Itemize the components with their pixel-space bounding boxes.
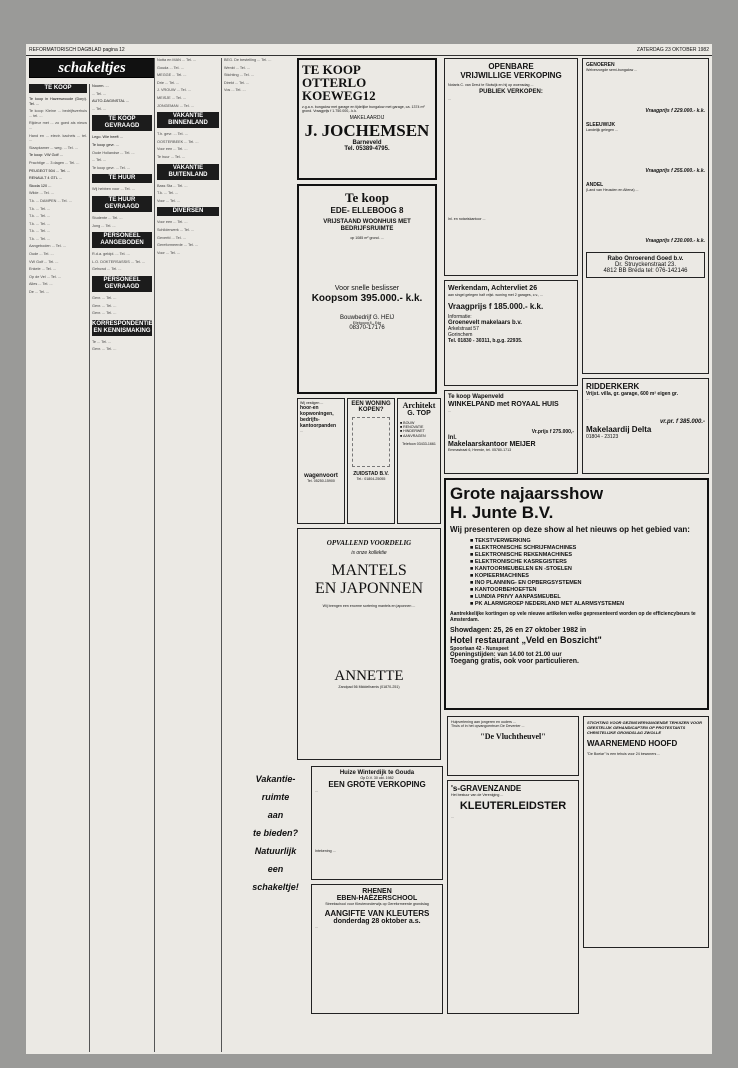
ad-otterlo-line1: TE KOOP [302, 62, 361, 77]
architekt-tel: Telefoon 03433-1661 [402, 441, 436, 446]
rhenen-body: ... [315, 925, 318, 930]
show-title1: Grote najaarsshow [450, 484, 604, 503]
gravenzande-main: KLEUTERLEIDSTER [459, 800, 567, 813]
sleeuwijk-price: Vraagprijs f 255.000.- k.k. [645, 168, 705, 174]
ad-waarnemend-hoofd [583, 716, 709, 948]
sleeuwijk-body: Landelijk gelegen ... [586, 128, 618, 132]
schakeltjes-logo: schakeltjes [29, 58, 155, 78]
vluchtheuvel-top: Hulpverlening aan jongeren en ouders ... [451, 720, 516, 724]
ad-werkendam [444, 280, 578, 386]
classifieds-column-2: Noorm. ... ... Tel. ... AUTO-DAGINSTAL ... ... Tel. ... TE KOOP GEVRAAGD Lego. Wie heeft ... Te koop gevr. ... Oude Hollandse ... Tel. ... ... Tel. ... Te koop gevr. ... Tel. ... TE HUUR Wij hebben voor ... Tel. ... TE HUUR GEVRAAGD Studente ... Tel. ... Jong ... Tel. ... PERSONEEL AANGEBODEN R.d.a. geldpl. ... Tel. ... L.O. DOKTERSASSIS ... Tel. ... Gehuwd ... Tel. ... PERSONEEL GEVRAAGD Gevr. ... Tel. ... Gevr. ... Tel. ... Gevr. ... Tel. ... KORRESPONDENTIE EN KENNISMAKING Te ... Tel. ... Gevr. ... Tel. ... [92, 84, 153, 352]
ad-werkendam-city: Gorinchem [448, 332, 473, 339]
ad-wagenvoort: Wij vestigen ... hoor-en kopwoningen, bedrijfs-kantoorpanden ... wagenvoort Tel. 05250-15900 [297, 398, 345, 524]
page-header-right: ZATERDAG 23 OKTOBER 1982 [636, 47, 709, 53]
vakantie-line: te bieden? [252, 828, 298, 838]
genoeren-price: Vraagprijs f 229.000.- k.k. [645, 108, 705, 114]
show-item: ■ KANTOORMEUBELEN EN -STOELEN [470, 566, 703, 573]
ad-wapenveld-agent: Makelaarskantoor MEIJER [448, 441, 536, 448]
architekt-item: ■ BOUW [400, 421, 438, 425]
section-personeel-aangeboden: PERSONEEL AANGEBODEN [92, 232, 152, 248]
ad-ede-agent-tel: 08370-17176 [349, 325, 385, 332]
gravenzande-body: ... [451, 815, 454, 820]
ad-otterlo-tel: Tel. 05389-4795. [344, 146, 390, 153]
vakantie-line: Natuurlijk [254, 846, 297, 856]
classified-ad: Lego. Wie heeft ... [92, 135, 123, 140]
ad-wapenveld-title1: Te koop Wapenveld [448, 394, 504, 400]
rabo-name: Rabo Onroerend Goed b.v. [607, 256, 684, 262]
vakantie-line: een [267, 864, 284, 874]
ridderkerk-body: Vrijst. villa, gr. garage, 600 m² eigen gr. [586, 391, 678, 397]
vluchtheuvel-sub: Thuis of in het opvangcentrum De Deventer ... [451, 724, 525, 729]
classifieds-column-3: Notta en MAN ... Tel. ... Gouda ... Tel. ... MEGGE ... Tel. ... Drie ... Tel. ... J. VROUW ... Tel. ... MEISJE ... Tel. ... JONGEMAN ... Tel. ... VAKANTIE BINNENLAND T.h. gevr. ... Tel. ... OOSTERBEEK ... Tel. ... Voor een ... Tel. ... Te huur ... Tel. ... VAKANTIE BUITENLAND Bass Sta ... Tel. ... T.k. ... Tel. ... Voor ... Tel. ... DIVERSEN Voor een ... Tel. ... Schilderwerk ... Tel. ... Geverfd ... Tel. ... Gereformeerde ... Tel. ... Voor ... Tel. ... [157, 58, 219, 1052]
show-showdagen: Showdagen: 25, 26 en 27 oktober 1982 in [450, 627, 587, 634]
classified-ad: Noorm. ... [92, 84, 109, 88]
show-item: ■ ELEKTRONISCHE REKENMACHINES [470, 552, 703, 559]
vakantie-line: Vakantie- [255, 774, 296, 784]
ad-wapenveld-addr: Emmastraat 6, Heerde, tel. 05780-1713 [448, 448, 512, 452]
ad-ede-line3: VRIJSTAAND WOONHUIS MET BEDRIJFSRUIMTE [323, 219, 411, 232]
huize-title: Huize Winterdijk te Gouda [339, 770, 415, 776]
rabo-addr: Dr. Struyckenstraat 23. [614, 262, 677, 268]
section-vakantie-buitenland: VAKANTIE BUITENLAND [157, 164, 219, 180]
wagenvoort-title2: hoor-en kopwoningen, bedrijfs-kantoorpanden [300, 405, 337, 430]
architekt-item: ■ HINDERWET [400, 429, 438, 433]
mantels-sub: is onze kollektie [351, 550, 387, 556]
ad-werkendam-title: Werkendam, Achtervliet 26 [448, 285, 538, 292]
ad-ede-line2: EDE- ELLEBOOG 8 [330, 206, 404, 215]
ridderkerk-tel: 01804 - 23123 [586, 434, 619, 440]
waarnemend-title: WAARNEMEND HOOFD [587, 739, 678, 748]
genoeren-title: GENOEREN [586, 62, 615, 68]
ad-architekt [397, 398, 441, 524]
section-te-huur-gevraagd: TE HUUR GEVRAAGD [92, 196, 152, 212]
ad-openbare-title1: OPENBARE [488, 62, 534, 71]
mantels-top: OPVALLEND VOORDELIG [326, 539, 412, 547]
vakantie-line: aan [267, 810, 284, 820]
rhenen-main: AANGIFTE VAN KLEUTERS [324, 909, 430, 919]
ad-wapenveld: Te koop Wapenveld WINKELPAND met ROYAAL HUIS ... Vr.prijs f 275.000,- Inl. Makelaarskantoor MEIJER Emmastraat 6, Heerde, tel. 05780-1713 [444, 390, 578, 474]
ad-werkendam-name: Groenevelt makelaars b.v. [448, 320, 522, 327]
ad-ede-price: Koopsom 395.000.- k.k. [311, 293, 423, 304]
wagenvoort-brand: wagenvoort [304, 473, 338, 480]
ad-wapenveld-title2: WINKELPAND met ROYAAL HUIS [448, 401, 559, 408]
huize-sub: Op D.V. 30 okt. 1982 [360, 776, 394, 780]
section-te-koop-gevraagd: TE KOOP GEVRAAGD [92, 115, 152, 131]
ad-otterlo-agency: MAKELAARDIJ [349, 115, 385, 122]
gravenzande-sub: Het bestuur van de Vereniging ... [451, 793, 504, 797]
newspaper-page [26, 44, 712, 1054]
ad-gravenzande [447, 780, 579, 1014]
show-item: ■ ELEKTRONISCHE SCHRIJFMACHINES [470, 545, 703, 552]
show-hotel: Hotel restaurant „Veld en Boszicht" [450, 635, 602, 645]
ad-vluchtheuvel [447, 716, 579, 776]
ad-ede-agent: Bouwbedrijf G. HEIJ [339, 315, 395, 321]
ad-ridderkerk: RIDDERKERK Vrijst. villa, gr. garage, 600 m² eigen gr. ... vr.pr. f 385.000.- Makelaardij Delta 01804 - 23123 [582, 378, 709, 474]
show-item: ■ KOPIEERMACHINES [470, 573, 703, 580]
ad-wapenveld-price: Vr.prijs f 275.000,- [531, 429, 574, 435]
vakantie-line: schakeltje! [252, 882, 299, 892]
classified-ad: PEUGEOT 504 ... Tel. ... [29, 168, 71, 173]
rhenen-date: donderdag 28 oktober a.s. [333, 918, 421, 926]
mantels-body: Wij brengen een enorme sortering mantels en japonnen ... [322, 604, 416, 608]
classified-ad: Te koop: VW Golf ... [29, 153, 63, 158]
ad-rhenen [311, 884, 443, 1014]
show-intro: Wij presenteren op deze show al het nieuws op het gebied van: [450, 525, 690, 534]
architekt-title: Architekt [402, 401, 436, 410]
classifieds-column-1: schakeltjes TE KOOP Te koop in Hazerswoude (Dorp). Tel. ... Te koop: Kleine ... bedrijfsverhuis ... tel. ... Rijdeur met ... zo goed als nieuw ... Hand en ... electr. kachels ... tel. ... Slaapkamer ... weg. ... Tel. ... Te koop: VW Golf ... Prachtige ... 3 dagen ... Tel. ... PEUGEOT 504 ... Tel. ... RENAULT 4 GTL ... Skoda 120 ... Wilde ... Tel. ... T.k. ... DAMPEN ... Tel. ... T.k. ... Tel. ... T.k. ... Tel. ... T.k. ... Tel. ... T.k. ... Tel. ... T.k. ... Tel. ... Aangeboden ... Tel. ... Oude ... Tel. ... VW Golf ... Tel. ... Enkele ... Tel. ... Op de Vel ... Tel. ... Alles ... Tel. ... De ... Tel. ... [29, 58, 87, 1052]
rhenen-sub: Streekschool voor Kleuteronderwijs op Gereformeerde grondslag [325, 902, 429, 906]
ad-otterlo-desc: z.g.a.n. bungalow met garage en tijdelijke bungalow met garage, ca. 1374 m² grond. Vraagprijs f 1.750.000,- k.k. [302, 105, 425, 114]
wagenvoort-title1: Wij vestigen ... [300, 401, 324, 405]
section-diversen: DIVERSEN [157, 207, 219, 216]
ad-werkendam-tel: Tel. 01830 - 30311, b.g.g. 22935. [448, 338, 523, 345]
architekt-name: G. TOP [407, 410, 431, 417]
show-times: Openingstijden: van 14.00 tot 21.00 uur [450, 652, 562, 658]
architekt-item: ■ AANVRAGEN [400, 434, 438, 438]
vakantie-line: ruimte [261, 792, 290, 802]
mantels-main1: MANTELS [331, 562, 407, 579]
page-header-left: REFORMATORISCH DAGBLAD pagina 12 [29, 47, 125, 53]
ad-openbare-body: Notaris C. van Dreul te Stolwijk en hij op woensdag ... [448, 83, 534, 87]
huize-footer: Intekening ... [315, 849, 336, 854]
ad-werkendam-addr: Arkelstraat 57 [448, 326, 479, 333]
classifieds-column-4: BEG. De bestelling ... Tel. ... Wenkt ... Tel. ... Stichting ... Tel. ... Direkt ... Tel. ... Vos ... Tel. ... [224, 58, 272, 93]
waarnemend-body: "De Boeiar" is een tehuis voor 24 bewoners ... [587, 752, 661, 756]
ad-grote-najaarsshow [444, 478, 709, 710]
andel-title: ANDEL [586, 182, 604, 188]
andel-body: (Land van Heusden en Altena) ... [586, 188, 639, 192]
een-woning-tel: Tel.: 01804-25055 [356, 477, 386, 481]
section-te-huur: TE HUUR [92, 174, 152, 183]
show-item: ■ LUNDIA PRIVY AANPASMEUBEL [470, 594, 703, 601]
classified-ad: AUTO-DAGINSTAL ... [92, 99, 130, 104]
ad-otterlo [297, 58, 437, 180]
rhenen-title1: RHENEN [362, 888, 392, 895]
ad-openbare-footer: Inl. en notariskantoor ... [448, 217, 486, 222]
een-woning-title: EEN WONING KOPEN? [351, 401, 391, 413]
wagenvoort-tel: Tel. 05250-15900 [307, 479, 335, 484]
genoeren-body: Welverzorgde semi-bungalow ... [586, 68, 638, 72]
ad-wapenveld-inl: Inl. [448, 435, 457, 441]
show-hotel-addr: Spoorlaan 42 - Nunspeet [450, 646, 509, 652]
ad-ede-line1: Te koop [345, 190, 389, 205]
ad-openbare-sub: PUBLIEK VERKOPEN: [479, 89, 543, 96]
section-te-koop: TE KOOP [29, 84, 87, 93]
ad-ede-body: op 1085 m² grond. ... [350, 236, 384, 240]
mantels-main2: EN JAPONNEN [315, 580, 423, 597]
huize-main: EEN GROTE VERKOPING [328, 780, 426, 790]
show-item: ■ PK ALARMGROEP NEDERLAND MET ALARMSYSTEMEN [470, 601, 703, 608]
rhenen-title2: EBEN-HAËZERSCHOOL [336, 895, 418, 902]
section-personeel-gevraagd: PERSONEEL GEVRAAGD [92, 276, 152, 292]
ad-werkendam-price: Vraagprijs f 185.000.- k.k. [448, 302, 544, 312]
andel-price: Vraagprijs f 230.000.- k.k. [645, 238, 705, 244]
ad-otterlo-place: Barneveld [352, 140, 382, 147]
ridderkerk-title: RIDDERKERK [586, 382, 640, 391]
vluchtheuvel-brand: "De Vluchtheuvel" [480, 732, 546, 742]
een-woning-company: ZUIDSTAD B.V. [353, 471, 389, 477]
waarnemend-top: STICHTING VOOR GEZINSVERVANGENDE TEHUIZEN VOOR GEESTELIJK GEHANDICAPTEN OP PROTESTANTS CHRISTELIJKE GRONDSLAG ZWOLLE [587, 720, 703, 735]
ad-openbare-verkoping: OPENBARE VRIJWILLIGE VERKOPING Notaris C. van Dreul te Stolwijk en hij op woensdag ... PUBLIEK VERKOPEN: ... Inl. en notariskantoor ... [444, 58, 578, 276]
ridderkerk-agent: Makelaardij Delta [586, 425, 652, 434]
show-item: ■ KANTOORBEHOEFTEN [470, 587, 703, 594]
mantels-addr: Zandpad 56 Middelharnis (01870-251) [338, 685, 400, 689]
classified-ad: Skoda 120 ... [29, 183, 52, 188]
ad-otterlo-name: J. JOCHEMSEN [304, 121, 430, 141]
show-title2: H. Junte B.V. [450, 503, 554, 522]
ad-vakantie-schakeltje [244, 766, 307, 980]
running-header [26, 44, 712, 56]
ad-ede [297, 184, 437, 394]
ad-rabo-column [582, 58, 709, 374]
ad-ede-agent-addr: Ellebooog 8 - Ede [352, 321, 382, 325]
ridderkerk-price: vr.pr. f 385.000.- [659, 419, 705, 425]
huize-body: ... [315, 789, 318, 794]
classified-ad: RENAULT 4 GTL ... [29, 176, 63, 181]
classified-ad: Te koop gevr. ... [92, 142, 119, 147]
ad-huize-winterdijk [311, 766, 443, 880]
ad-ede-price-label: Voor snelle beslisser [334, 285, 400, 292]
ad-mantels [297, 528, 441, 760]
ad-otterlo-line3: KOEWEG12 [302, 88, 376, 103]
classified-ad: Te koop in Hazerswoude (Dorp). Tel. ... [29, 97, 87, 106]
architekt-item: ■ RENOVATIE [400, 425, 438, 429]
show-item: ■ ELEKTRONISCHE KASREGISTERS [470, 559, 703, 566]
ad-openbare-title2: VRIJWILLIGE VERKOPING [460, 71, 562, 80]
gravenzande-title: 's-GRAVENZANDE [451, 784, 522, 793]
sleeuwijk-title: SLEEUWIJK [586, 122, 616, 128]
show-item: ■ TEKSTVERWERKING [470, 538, 703, 545]
mantels-name: ANNETTE [334, 668, 404, 684]
rabo-city: 4812 BB Breda tel: 076-142146 [603, 268, 688, 274]
show-footer: Toegang gratis, ook voor particulieren. [450, 658, 580, 665]
ad-otterlo-line2: OTTERLO [302, 75, 367, 90]
ad-een-woning [347, 398, 395, 524]
ad-werkendam-info: Informatie: [448, 314, 472, 321]
ad-werkendam-body: aan singel gelegen half vrijst. woning met 2 garages, c.v., ... [448, 293, 544, 297]
show-item: ■ INO PLANNING- EN OPBERGSYSTEMEN [470, 580, 703, 587]
show-note: Aantrekkelijke kortingen op vele nieuwe artikelen welke gepresenteerd worden op de efficiencybeurs te Amsterdam. [450, 611, 696, 623]
section-correspondentie: KORRESPONDENTIE EN KENNISMAKING [92, 320, 153, 334]
section-vakantie-binnenland: VAKANTIE BINNENLAND [157, 112, 219, 128]
